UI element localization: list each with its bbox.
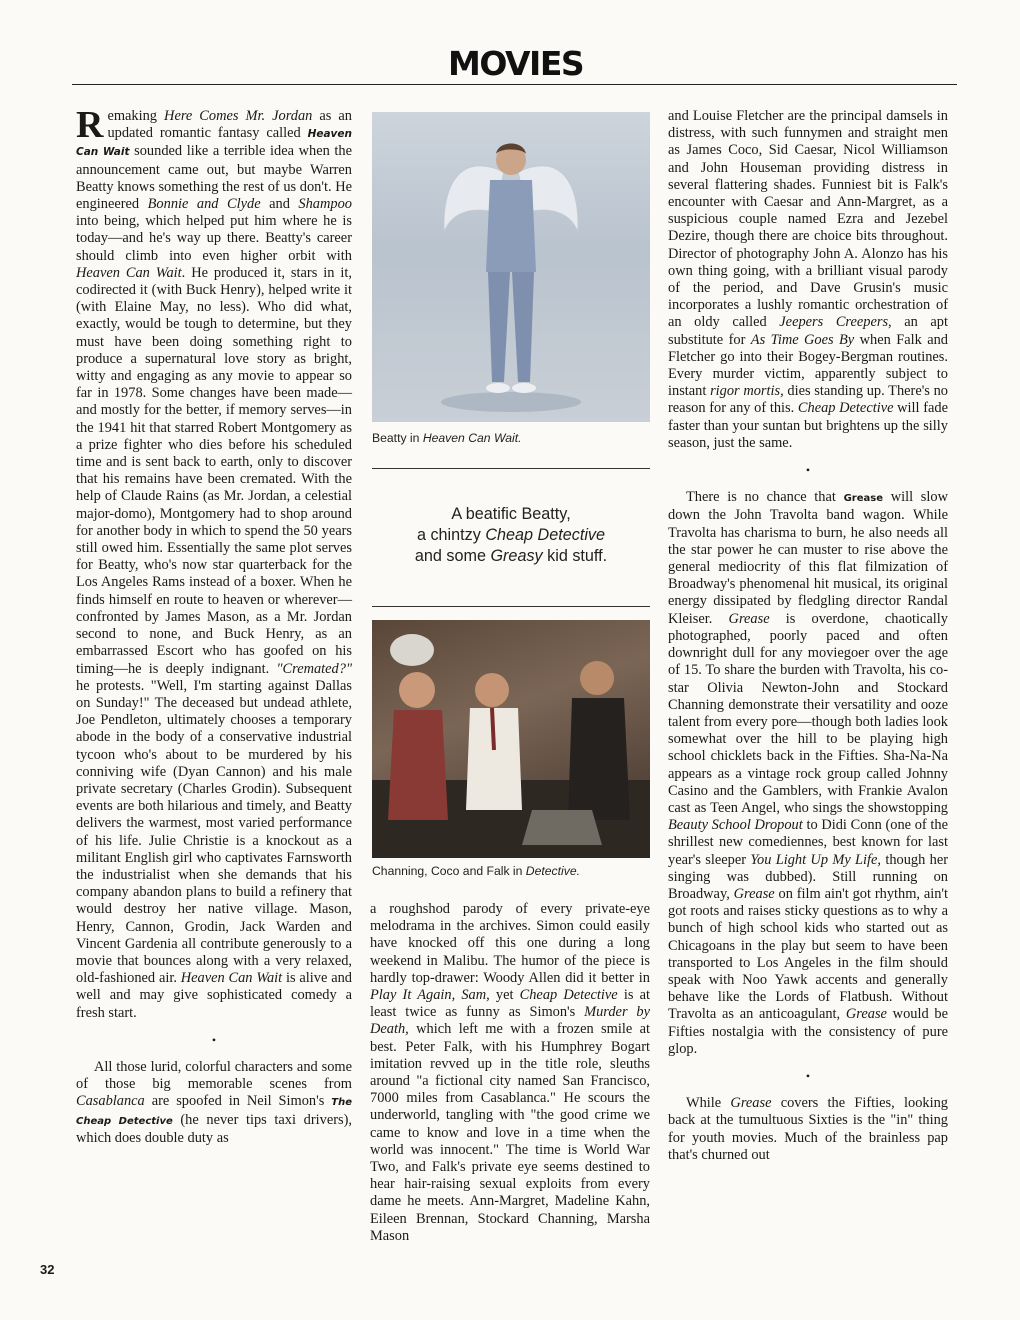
film-title: Grease (733, 885, 775, 902)
text-run: an apt substitute for (668, 314, 948, 348)
film-title: Grease (843, 493, 883, 505)
text-run: emaking (107, 108, 165, 124)
paragraph (76, 104, 353, 1022)
film-title: Cheap Detective (519, 987, 618, 1004)
paragraph (668, 1095, 948, 1164)
text-run: dies standing up. There's no reason for any of this. (668, 383, 948, 417)
divider-rule (372, 468, 650, 469)
film-title: Heaven Can Wait (180, 970, 283, 987)
song-title: Beauty School Dropout (668, 817, 803, 834)
section-bullet: • (805, 463, 811, 478)
text-run: he protests. "Well, I'm starting against Dallas on Sunday!" The deceased but undead athlete, Joe Pendleton, ultimately chooses a temporary abode in the body of a conservative industrial tycoon who's about to be murdered by his conniving wife (Dyan Cannon) and his male private secretary (Charles Grodin). Subsequent events are both hilarious and timely, and Beatty delivers the warmest, most varied performance of his life. Julie Christie is a knockout as a militant English girl who captivates Farnsworth the industrialist when she demands that his company abandon plans to build a refinery that would destroy her native village. Mason, Henry, Cannon, Grodin, Jack Warden and Vincent Gardenia all contribute generously to a movie that bounces along with a very relaxed, old-fashioned air. (76, 677, 352, 987)
paragraph (668, 489, 948, 1058)
paragraph (668, 108, 948, 452)
text-run: . He produced it, stars in it, codirected it (with Buck Henry), helped write it (with Elaine May, no less). Who did what, exactly, would be tough to determine, but they must have been doing something right to produce a supernatural love story as bright, witty and engaging as any movie to appear so far in 1978. Some changes have been made—and mostly for the better, if memory serves—in the 1941 hit that starred Robert Montgomery as a prize fighter who dies before his scheduled time and is sent back to earth, only to discover that his remains have been cremated. With the help of Claude Rains (as Mr. Jordan, a celestial major-domo), Montgomery had to shop around for another body in which to spend the 50 years still owed him. Essentially the same plot serves for Beatty, who's now star quarterback for the Los Angeles Rams instead of a boxer. When he finds himself en route to heaven or wherever—confronted by James Mason, as a Mr. Jordan second to none, and Buck Henry, as an embarrassed Escort who has goofed on his timing—he is deeply indignant. (76, 264, 352, 677)
caption-text: Beatty in (372, 431, 423, 445)
text-run: and Louise Fletcher are the principal damsels in distress, with such funnymen and straight men as James Coco, Sid Caesar, Nicol Williamson and John Houseman providing distress in several flattering shades. Funniest bit is Falk's encounter with Caesar and Ann-Margret, as a suspicious couple named Ezra and Jezebel Dezire, though there are choice bits throughout. Director of photography John A. Alonzo has his own thing going, with a brilliant visual parody of the period, and Dave Grusin's music incorporates a lushly romantic orchestration of an oldy called (668, 108, 948, 331)
divider-rule (372, 606, 650, 607)
photo-cheap-detective (372, 620, 650, 858)
text-run: is alive and well and may give sophisticated comedy a fresh start. (76, 970, 352, 1021)
text-run: a roughshod parody of every private-eye melodrama in the archives. Simon could easily have knocked off this one during a long weekend in Malibu. The humor of the piece is hardly top-drawer: Woody Allen did it better in (370, 901, 650, 986)
angel-figure-illustration (372, 112, 650, 422)
text-run: is overdone, chaotically photographed, poorly paced and often downright dull for any moviegoer over the age of 15. To share the burden with Travolta, his co-star Olivia Newton-John and Stockard Channing demonstrate their versatility and ooze talent from every pore—though both ladies look somewhat over the hill to be playing high school chicklets back in the Fifties. Sha-Na-Na appears as a vintage rock group called Johnny Casino and the Gamblers, with Frankie Avalon cast as Teen Angel, who sings the showstopping (668, 610, 948, 816)
text-run: into being, which helped put him where he is today—and he's way up there. Beatty's career should climb into even higher orbit with (76, 213, 352, 264)
text-run: would be Fifties nostalgia with the consistency of pure glop. (668, 1006, 948, 1057)
paragraph (76, 1059, 352, 1147)
film-title: Murder by Death, (370, 1004, 650, 1038)
caption-title: Detective. (525, 864, 580, 878)
photo-caption (372, 864, 580, 878)
text-run: While (686, 1095, 731, 1112)
paragraph (370, 901, 650, 1245)
film-title: Heaven Can Wait (76, 264, 182, 281)
section-bullet: • (805, 1068, 811, 1083)
film-title: Cheap Detective (797, 400, 894, 417)
text-run: a chintzy (416, 526, 486, 544)
text-run: on film ain't got rhythm, ain't got roots and raises sticky questions as to why a bunch of high school kids who started out as Chicagoans in the play but seem to have been transported to Los Angeles in the film should speak with Noo Yawk accents and generally behave like the Lords of Flatbush. Without Travolta as an anticoagulant, (668, 885, 949, 1023)
photo-heaven-can-wait (372, 112, 650, 422)
film-title: Greasy (490, 547, 543, 565)
text-run: will fade faster than your suntan but brightens up the silly season, just the same. (668, 400, 948, 451)
section-bullet: • (211, 1032, 217, 1047)
film-title: The Cheap Detective (76, 1097, 352, 1127)
text-run: though her singing was dubbed). Still running on Broadway, (668, 851, 948, 902)
article-column-3 (668, 108, 948, 1164)
film-title: Grease (730, 1095, 772, 1112)
film-title: Cheap Detective (485, 526, 606, 544)
text-run: and some (414, 547, 491, 565)
text-run: when Falk and Fletcher go into their Bogey-Bergman routines. Every murder victim, apparently subject to instant (668, 331, 948, 400)
pull-quote-line (372, 525, 650, 546)
caption-title: Heaven Can Wait. (422, 431, 522, 445)
pull-quote-line (372, 546, 650, 567)
song-title: As Time Goes By (750, 331, 855, 348)
quote: "Cremated?" (276, 660, 352, 677)
pull-quote (372, 504, 650, 567)
pull-quote-line: A beatific Beatty, (451, 505, 571, 523)
text-run: to Didi Conn (one of the shrillest new comediennes, best known for last year's sleeper (668, 817, 948, 868)
film-title: Casablanca (76, 1093, 145, 1110)
text-run: will slow down the John Travolta band wagon. While Travolta has charisma to burn, he also needs all the star power he can muster to rise above the general mediocrity of this flat filmization of Broadway's phenomenal hit musical, its original energy dissipated by fledgling director Randal Kleiser. (668, 489, 948, 627)
film-title: Grease (728, 610, 770, 627)
film-title: Shampoo (298, 196, 352, 213)
text-run: as an updated romantic fantasy called (107, 108, 353, 142)
header-rule (72, 84, 957, 85)
page-number: 32 (40, 1262, 55, 1277)
article-column-1 (76, 104, 353, 1147)
text-run: There is no chance that (686, 489, 844, 506)
text-run: and (260, 196, 299, 213)
drop-cap: R (76, 104, 104, 146)
emphasis: rigor mortis, (710, 383, 784, 400)
film-title: Heaven Can Wait (76, 128, 352, 159)
photo-caption (372, 431, 522, 445)
article-column-2 (370, 901, 650, 1245)
film-title: Jeepers Creepers, (779, 314, 892, 331)
text-run: covers the Fifties, looking back at the tumultuous Sixties is the "in" thing for youth movies. Much of the brainless pap that's churned out (668, 1095, 948, 1163)
text-run: (he never tips taxi drivers), which does double duty as (76, 1111, 352, 1146)
text-run: sounded like a terrible idea when the announcement came out, but maybe Warren Beatty knows something the rest of us don't. He engineered (76, 143, 352, 213)
film-title: Bonnie and Clyde (147, 196, 261, 213)
text-run: kid stuff. (542, 547, 608, 565)
film-title: Play It Again, Sam, (370, 987, 490, 1004)
film-title: Here Comes Mr. Jordan (164, 108, 313, 124)
detective-scene-illustration (372, 620, 650, 858)
film-title: Grease (845, 1006, 887, 1023)
section-title: MOVIES (448, 44, 584, 83)
text-run: is at least twice as funny as Simon's (370, 987, 650, 1021)
film-title: You Light Up My Life, (750, 851, 882, 868)
text-run: yet (489, 987, 520, 1004)
text-run: All those lurid, colorful characters and some of those big memorable scenes from (76, 1058, 352, 1093)
text-run: are spoofed in Neil Simon's (144, 1093, 332, 1110)
text-run: which left me with a frozen smile at best. Peter Falk, with his Humphrey Bogart imitation revved up in the title role, sleuths around "a fictional city named San Francisco, 7000 miles from Casablanca." He scours the underworld, tangling with "the good crime we came to know and love in a time when the world was innocent." The time is World War Two, and Falk's private eye seems destined to hear hair-raising sexual exploits from every dame he meets. Ann-Margret, Madeline Kahn, Eileen Brennan, Stockard Channing, Marsha Mason (370, 1021, 650, 1244)
caption-text: Channing, Coco and Falk in (372, 864, 526, 878)
